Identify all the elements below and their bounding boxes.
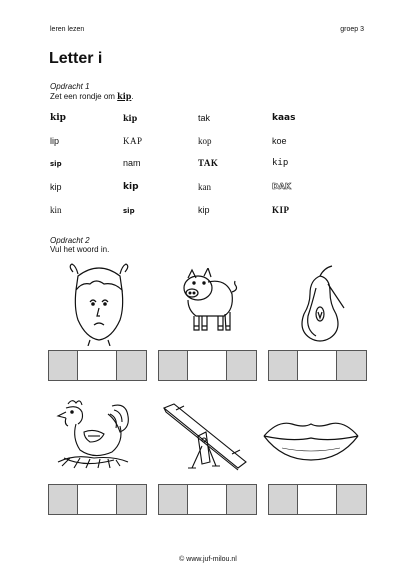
answer-box[interactable] <box>159 351 188 380</box>
pear-icon <box>294 264 350 344</box>
word-cell[interactable]: kaas <box>272 113 296 123</box>
word-cell[interactable]: kip <box>123 182 139 192</box>
task1-instruction-text: Zet een rondje om <box>50 92 115 101</box>
task2-instruction: Vul het woord in. <box>50 245 110 254</box>
chicken-icon <box>54 398 132 474</box>
answer-box[interactable] <box>298 351 337 380</box>
answer-box[interactable] <box>49 351 78 380</box>
word-cell[interactable]: TAK <box>198 158 219 168</box>
answer-boxes-3 <box>268 350 367 381</box>
answer-box[interactable] <box>159 485 188 514</box>
answer-box[interactable] <box>188 351 227 380</box>
word-cell[interactable]: tak <box>198 113 211 123</box>
word-cell[interactable]: sip <box>123 207 135 215</box>
answer-box[interactable] <box>337 351 366 380</box>
answer-box[interactable] <box>78 351 117 380</box>
header-grade: groep 3 <box>340 26 364 33</box>
word-cell[interactable]: lip <box>50 136 60 146</box>
girl-face-icon <box>66 262 132 346</box>
answer-box[interactable] <box>269 351 298 380</box>
footer-credit: © www.juf-milou.nl <box>179 556 237 563</box>
word-cell[interactable]: kop <box>198 136 212 146</box>
word-cell[interactable]: kip <box>198 205 210 215</box>
answer-box[interactable] <box>78 485 117 514</box>
task1-instruction: Zet een rondje om kip. <box>50 91 134 101</box>
answer-box[interactable] <box>117 485 146 514</box>
answer-boxes-2 <box>158 350 257 381</box>
answer-box[interactable] <box>117 351 146 380</box>
answer-box[interactable] <box>337 485 366 514</box>
word-cell[interactable]: koe <box>272 136 287 146</box>
pig-icon <box>180 268 240 338</box>
task1-label: Opdracht 1 <box>50 82 90 91</box>
answer-box[interactable] <box>269 485 298 514</box>
word-cell[interactable]: kan <box>198 182 211 192</box>
word-cell[interactable]: kip <box>50 182 62 192</box>
word-cell[interactable]: nam <box>123 158 141 168</box>
word-cell[interactable]: kip <box>272 158 289 168</box>
page-title: Letter i <box>49 50 103 67</box>
answer-boxes-5 <box>158 484 257 515</box>
answer-box[interactable] <box>49 485 78 514</box>
answer-box[interactable] <box>227 485 256 514</box>
word-cell[interactable]: DAK <box>272 182 292 191</box>
answer-box[interactable] <box>298 485 337 514</box>
word-cell[interactable]: KAP <box>123 136 143 146</box>
word-cell[interactable]: KIP <box>272 205 290 215</box>
task2-label: Opdracht 2 <box>50 236 90 245</box>
answer-boxes-6 <box>268 484 367 515</box>
answer-box[interactable] <box>227 351 256 380</box>
answer-boxes-4 <box>48 484 147 515</box>
word-cell[interactable]: kip <box>50 113 66 123</box>
answer-boxes-1 <box>48 350 147 381</box>
word-cell[interactable]: kin <box>50 205 62 215</box>
word-cell[interactable]: sip <box>50 160 62 168</box>
lips-icon <box>262 414 360 464</box>
header-subject: leren lezen <box>50 26 85 33</box>
task1-target-word: kip <box>117 91 132 101</box>
word-cell[interactable]: kip <box>123 113 138 123</box>
answer-box[interactable] <box>188 485 227 514</box>
seesaw-icon <box>158 402 250 472</box>
